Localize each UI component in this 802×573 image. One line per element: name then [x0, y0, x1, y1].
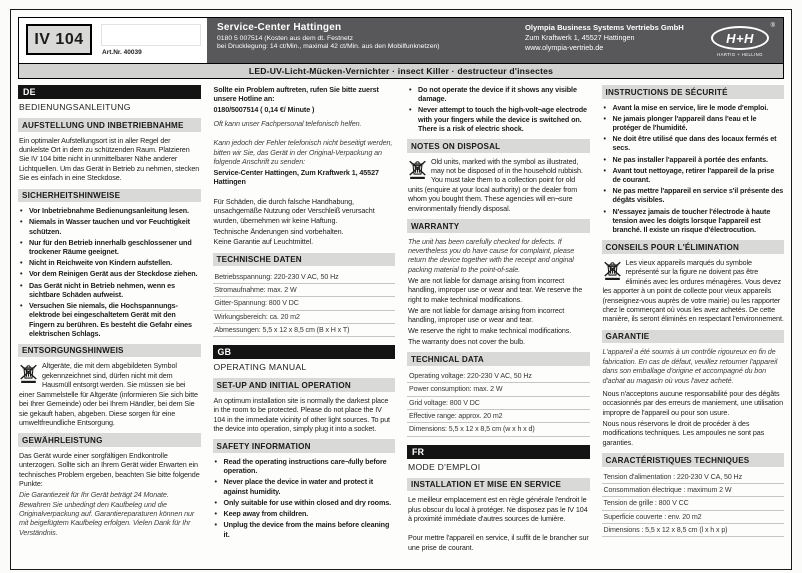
list-item: • Only suitable for use within closed and dry rooms.: [214, 497, 392, 507]
de-tech-table: [213, 270, 396, 337]
list-item: • Read the operating instructions care¬fully before operation.: [214, 456, 387, 476]
hotline-lead: Sollte ein Problem auftreten, rufen Sie bitte zuerst unsere Hotline an:: [213, 85, 379, 104]
gb-tech-heading: TECHNICAL DATA: [407, 352, 590, 366]
fr-warranty-modifications: Nous nous réservons le droit de procéder à des modifications techniques. Les ampoules ne sont pas garanties.: [602, 418, 765, 447]
header-left: [19, 18, 207, 63]
tech-row: Dimensions: 5,5 x 12 x 8,5 cm (w x h x d): [407, 423, 590, 436]
de-setup-heading: AUFSTELLUNG UND INBETRIEBNAHME: [18, 118, 201, 132]
list-item: • Nicht in Reichweite von Kindern aufstellen.: [20, 258, 173, 268]
company-address: Zum Kraftwerk 1, 45527 Hattingen: [525, 33, 635, 42]
gb-doc-title: OPERATING MANUAL: [213, 362, 307, 373]
model-badge: [26, 24, 92, 55]
de-safety-list: [18, 206, 201, 338]
fr-tech-heading: CARACTÉRISTIQUES TECHNIQUES: [602, 453, 785, 467]
gb-tech-table: [407, 370, 590, 437]
list-item: • N'essayez jamais de toucher l'électrode à haute tension avec les doigts lorsque l'appareil est branché. Il existe un risque d'électrocution.: [603, 206, 771, 235]
bullet-marker: •: [20, 206, 23, 216]
tech-row: Tension de grille : 800 V CC: [602, 497, 785, 510]
bullet-marker: •: [20, 301, 23, 311]
model-number: IV 104: [34, 30, 84, 48]
fr-tech-table: [602, 471, 785, 538]
list-item: • Vor dem Reinigen Gerät aus der Steckdose ziehen.: [20, 269, 198, 279]
gb-safety-list-continued: [407, 85, 590, 133]
list-item: • Vor Inbetriebnahme Bedienungsanleitung lesen.: [20, 206, 189, 216]
list-item: • Ne jamais plonger l'appareil dans l'eau et le protéger de l'humidité.: [603, 113, 757, 132]
company-block: [525, 22, 703, 60]
list-item: • Unplug the device from the mains before cleaning it.: [214, 520, 390, 539]
list-item: • Never place the device in water and protect it against humidity.: [214, 477, 374, 496]
bullet-marker: •: [214, 497, 217, 507]
fr-warranty-heading: GARANTIE: [602, 330, 785, 344]
fr-setup-text: Le meilleur emplacement est en règle générale l'endroit le plus obscur du local à protéger. Ne disposez pas le IV 104 à proximité immédiate d'autres sources de lumière.: [408, 495, 588, 523]
weee-crossed-bin-icon: [19, 362, 38, 384]
bullet-marker: •: [214, 509, 217, 519]
header: [18, 17, 784, 64]
de-disposal-heading: ENTSORGUNGSHINWEIS: [18, 344, 201, 358]
gb-disposal-heading: NOTES ON DISPOSAL: [407, 139, 590, 153]
list-item: • Niemals in Wasser tauchen und vor Feuchtigkeit schützen.: [20, 217, 190, 236]
gb-warranty-bulb: The warranty does not cover the bulb.: [408, 336, 525, 346]
list-item: • Avant tout nettoyage, retirer l'appareil de la prise de courant.: [603, 165, 775, 185]
de-warranty-terms: Die Garantiezeit für Ihr Gerät beträgt 24 Monate. Bewahren Sie unbedingt den Kaufbeleg und die Originalverpackung auf. Garantiereparaturen können nur mit beigefügtem Kaufbeleg erfolgen. Vielen Dank für Ihr Verständnis.: [19, 490, 195, 537]
tech-changes-note: Technische Änderungen sind vorbehalten.: [213, 226, 344, 236]
hartig-helling-logo: [703, 22, 777, 60]
bullet-marker: •: [409, 105, 412, 115]
gb-disposal-text: Old units, marked with the symbol as illustrated, may not be disposed of in the household rubbish. You must take them to a collection point for old units (enquire at your local authority) or the dealer from whom you bought them. These agencies will en¬sure environmentally friendly disposal.: [408, 156, 583, 213]
weee-crossed-bin-icon: [408, 158, 427, 180]
de-warranty-heading: GEWÄHRLEISTUNG: [18, 433, 201, 447]
lang-tag-fr: FR: [407, 445, 590, 459]
product-title-bar: LED-UV-Licht-Mücken-Vernichter · insect Killer · destructeur d'insectes: [18, 64, 784, 79]
gb-setup-heading: SET-UP AND INITIAL OPERATION: [213, 378, 396, 392]
bullet-marker: •: [20, 269, 23, 279]
hh-logo-subtext: HARTIG + HELLING: [717, 51, 763, 57]
tech-row: Superficie couverte : env. 20 m2: [602, 511, 785, 524]
tech-row: Abmessungen: 5,5 x 12 x 8,5 cm (B x H x T): [213, 324, 396, 337]
tech-row: Betriebsspannung: 220-230 V AC, 50 Hz: [213, 270, 396, 283]
liability-note: Für Schäden, die durch falsche Handhabung, unsachgemäße Nutzung oder Verschleiß verursacht wurden, übernehmen wir keine Haftung.: [213, 196, 375, 225]
bullet-marker: •: [214, 477, 217, 487]
tech-row: Effective range: approx. 20 m2: [407, 410, 590, 423]
service-center-block: [217, 22, 525, 60]
column-gb-fr: [407, 85, 590, 556]
column-fr: [602, 85, 785, 556]
lang-tag-gb: GB: [213, 345, 396, 359]
de-tech-heading: TECHNISCHE DATEN: [213, 253, 396, 267]
de-safety-heading: SICHERHEITSHINWEISE: [18, 189, 201, 203]
gb-setup-text: An optimum installation site is normally the darkest place in the room to be protected. Please do not place the IV 104 in the immediate vicinity of other light sources. To put the device into operation, simply plug it into a socket.: [213, 395, 390, 434]
list-item: • Nur für den Betrieb innerhalb geschlossener und trockener Räume geeignet.: [20, 237, 192, 256]
service-cost-line: bei Drucklegung: 14 ct/Min., maximal 42 ct/Min. aus den Mobilfunknetzen): [217, 43, 440, 50]
fr-warranty-liability: Nous n'acceptons aucune responsabilité pour des dégâts occasionnés par des erreurs de maniement, une utilisation impropre de l'appareil ou pour son usure.: [602, 388, 783, 417]
gb-warranty-liability: We are not liable for damage arising from incorrect handling, improper use or wear and tear. We reserve the right to make technical modifications.: [408, 275, 583, 304]
list-item: • Keep away from children.: [214, 509, 309, 519]
bullet-marker: •: [214, 520, 217, 530]
de-doc-title: BEDIENUNGSANLEITUNG: [19, 102, 131, 112]
content-columns: [18, 85, 784, 556]
list-item: • Ne pas mettre l'appareil en service s'il présente des dégâts visibles.: [603, 186, 784, 205]
bullet-marker: •: [20, 258, 23, 268]
list-item: • Do not operate the device if it shows any visible damage.: [409, 85, 577, 104]
gb-warranty-liability-repeat: We are not liable for damage arising from incorrect handling, improper use or wear and tear.: [408, 305, 565, 324]
gb-warranty-terms: The unit has been carefully checked for defects. If nevertheless you do have cause for complaint, please return the device together with the receipt and original packing material to the point-of-sale.: [408, 236, 575, 274]
bullet-marker: •: [20, 280, 23, 290]
fr-setup-text-2: Pour mettre l'appareil en service, il suffit de le brancher sur une prise de courant.: [408, 533, 589, 552]
registered-trademark-symbol: ®: [770, 23, 775, 29]
company-website: www.olympia-vertrieb.de: [525, 43, 604, 52]
tech-row: Tension d'alimentation : 220-230 V CA, 50 Hz: [602, 471, 785, 484]
bullet-marker: •: [409, 85, 412, 94]
tech-row: Wirkungsbereich: ca. 20 m2: [213, 311, 396, 324]
tech-row: Dimensions : 5,5 x 12 x 8,5 cm (l x h x p): [602, 524, 785, 537]
return-note: Kann jedoch der Fehler telefonisch nicht beseitigt werden, bitten wir Sie, das Gerät in der Original-Verpackung an folgende Anschrift zu senden:: [213, 138, 393, 167]
tech-row: Power consumption: max. 2 W: [407, 383, 590, 396]
hh-logo-text: H+H: [726, 30, 754, 46]
bullet-marker: •: [20, 237, 23, 247]
fr-warranty-terms: L'appareil a été soumis à un contrôle rigoureux en fin de fabrication. En cas de défaut, veuillez retourner l'appareil dans son emballage d'origine et accompagné du bon d'achat au magasin où vous l'avez acheté.: [602, 347, 778, 385]
service-center-title: Service-Center Hattingen: [217, 22, 342, 33]
hh-logo-oval: [711, 26, 769, 50]
list-item: • Ne pas installer l'appareil à portée des enfants.: [603, 154, 768, 164]
hotline-note: Oft kann unser Fachpersonal telefonisch helfen.: [213, 118, 362, 128]
hotline-number: 0180/5007514 ( 0,14 €/ Minute ): [213, 105, 315, 115]
tech-row: Grid voltage: 800 V DC: [407, 397, 590, 410]
fr-doc-title: MODE D'EMPLOI: [408, 461, 481, 472]
tech-row: Operating voltage: 220-230 V AC, 50 Hz: [407, 370, 590, 383]
de-warranty-text: Das Gerät wurde einer sorgfältigen Endkontrolle unterzogen. Sollte sich an Ihrem Gerät wider Erwarten ein technisches Problem ergeben, beachten Sie bitte folgende Punkte:: [19, 450, 200, 489]
tech-row: Stromaufnahme: max. 2 W: [213, 284, 396, 297]
bullet-marker: •: [603, 206, 606, 216]
company-name: Olympia Business Systems Vertriebs GmbH: [525, 23, 684, 32]
list-item: • Das Gerät nicht in Betrieb nehmen, wenn es sichtbare Schäden aufweist.: [20, 280, 175, 299]
bullet-marker: •: [603, 113, 606, 123]
bullet-marker: •: [20, 217, 23, 227]
weee-crossed-bin-icon: [603, 259, 622, 281]
tech-row: Gitter-Spannung: 800 V DC: [213, 297, 396, 310]
bullet-marker: •: [214, 456, 217, 466]
return-address: Service-Center Hattingen, Zum Kraftwerk 1, 45527 Hattingen: [213, 167, 379, 187]
leaflet-sheet: [10, 9, 792, 570]
gb-safety-heading: SAFETY INFORMATION: [213, 439, 396, 453]
bullet-marker: •: [603, 154, 606, 164]
list-item: • Versuchen Sie niemals, die Hochspannungs-elektrode bei eingeschaltetem Gerät mit den Fingern zu berühren. Es besteht die Gefahr eines elektrischen Schlags.: [20, 301, 192, 338]
no-bulb-warranty-note: Keine Garantie auf Leuchtmittel.: [213, 237, 313, 247]
bullet-marker: •: [603, 134, 606, 144]
service-phone-line: 0180 5 007514 (Kosten aus dem dt. Festnetz: [217, 34, 354, 42]
lang-tag-de: DE: [18, 85, 201, 99]
header-main: [207, 18, 783, 63]
column-service-gb: [213, 85, 396, 556]
list-item: • Ne doit être utilisé que dans des locaux fermés et secs.: [603, 134, 777, 153]
list-item: • Avant la mise en service, lire le mode d'emploi.: [603, 102, 769, 112]
bullet-marker: •: [603, 186, 606, 196]
fr-safety-heading: INSTRUCTIONS DE SÉCURITÉ: [602, 85, 785, 99]
fr-setup-heading: INSTALLATION ET MISE EN SERVICE: [407, 478, 590, 492]
fr-safety-list: [602, 103, 785, 235]
tech-row: Consommation électrique : maximum 2 W: [602, 484, 785, 497]
article-number: Art.Nr. 40039: [102, 49, 142, 56]
gb-safety-list: [213, 457, 396, 539]
gb-warranty-modifications: We reserve the right to make technical modifications.: [408, 325, 572, 335]
barcode-box: [101, 24, 201, 46]
de-setup-text: Ein optimaler Aufstellungsort ist in aller Regel der dunkelste Ort in dem zu schützenden Raum. Platzieren Sie IV 104 bitte nicht in unmittelbarer Nähe anderer Lichtquellen. Um das Gerät in Betrieb zu nehmen, stecken Sie es einfach in eine Steckdose.: [19, 135, 200, 183]
list-item: • Never attempt to touch the high-volt¬age electrode with your fingers while the device is switched on. There is a risk of electric shock.: [409, 105, 587, 133]
column-de: [18, 85, 201, 556]
gb-warranty-heading: WARRANTY: [407, 219, 590, 233]
de-disposal-text: Altgeräte, die mit dem abgebildeten Symbol gekennzeichnet sind, dürfen nicht mit dem Hausmüll entsorgt werden. Sie müssen sie bei einer Sammelstelle für Altgeräte (informieren Sie sich bitte bei Ihrer Gemeinde) oder bei Ihrem Händler, bei dem Sie sie gekauft haben, abgeben. Diese sorgen für eine umweltfreundliche Entsorgung.: [19, 361, 198, 427]
fr-disposal-text: Les vieux appareils marqués du symbole représenté sur la figure ne doivent pas être éliminés avec les ordures ménagères. Vous devez les apporter à un point de collecte pour vieux appareils (renseignez-vous auprès de votre mairie) ou les rapporter chez le commerçant où vous les avez achetés. De cette manière, ils seront éliminés en respectant l'environnement.: [602, 257, 784, 324]
fr-disposal-heading: CONSEILS POUR L'ÉLIMINATION: [602, 240, 785, 254]
bullet-marker: •: [603, 102, 606, 112]
bullet-marker: •: [603, 165, 606, 175]
